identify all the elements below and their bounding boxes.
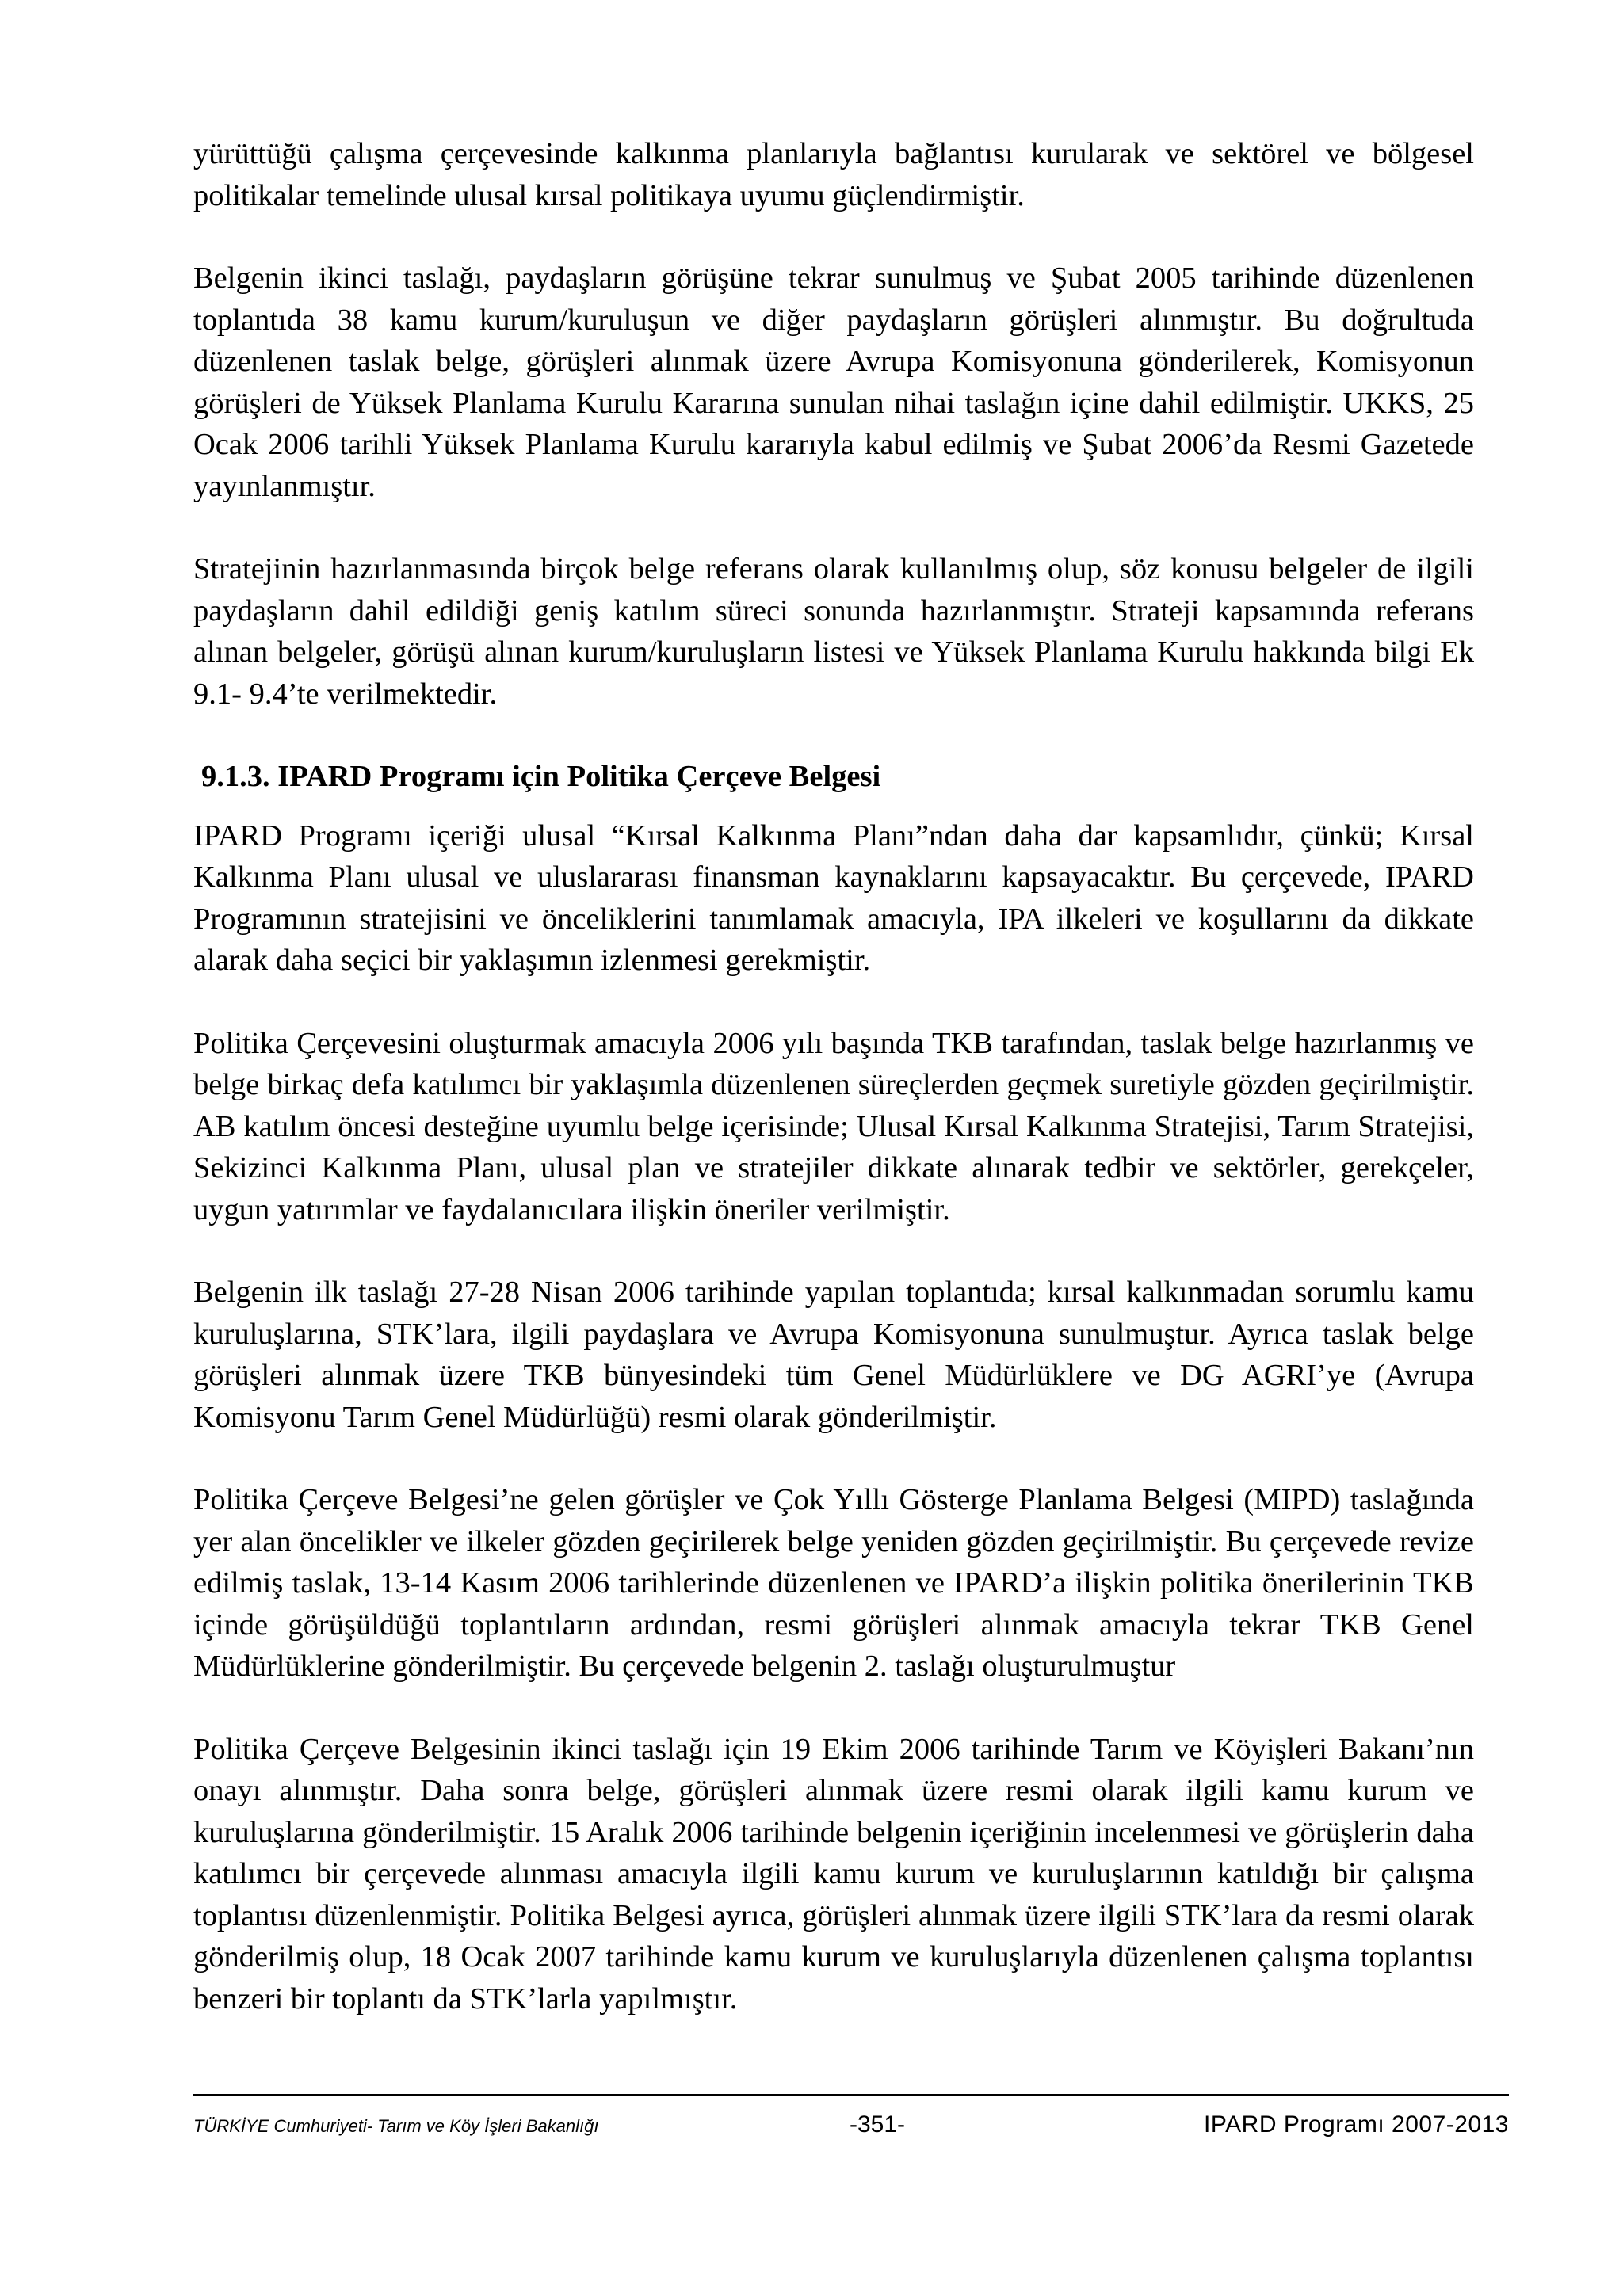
paragraph-first-draft: Belgenin ilk taslağı 27-28 Nisan 2006 tarihinde yapılan toplantıda; kırsal kalkınmadan sorumlu kamu kuruluşlarına, STK’lara, ilgili paydaşlara ve Avrupa Komisyonuna sunulmuştur. Ayrıca taslak belge görüşleri alınmak üzere TKB bünyesindeki tüm Genel Müdürlüklere ve DG AGRI’ye (Avrupa Komisyonu Tarım Genel Müdürlüğü) resmi olarak gönderilmiştir. — [193, 1276, 1474, 1434]
paragraph-revised-draft: Politika Çerçeve Belgesi’ne gelen görüşler ve Çok Yıllı Gösterge Planlama Belgesi (MIPD) taslağında yer alan öncelikler ve ilkeler gözden geçirilerek belge yeniden gözden geçirilmiştir. Bu çerçevede revize edilmiş taslak, 13-14 Kasım 2006 tarihlerinde düzenlenen ve IPARD’a ilişkin politika önerilerinin TKB içinde görüşüldüğü toplantıların ardından, resmi görüşleri alınmak amacıyla tekrar TKB Genel Müdürlüklerine gönderilmiştir. Bu çerçevede belgenin 2. taslağı oluşturulmuştur — [193, 1483, 1474, 1683]
document-body — [193, 133, 1474, 2061]
paragraph-second-draft: Belgenin ikinci taslağı, paydaşların görüşüne tekrar sunulmuş ve Şubat 2005 tarihinde düzenlenen toplantıda 38 kamu kurum/kuruluşun ve diğer paydaşların görüşleri alınmıştır. Bu doğrultuda düzenlenen taslak belge, görüşleri alınmak üzere Avrupa Komisyonuna gönderilerek, Komisyonun görüşleri de Yüksek Planlama Kurulu Kararına sunulan nihai taslağın içine dahil edilmiştir. UKKS, 25 Ocak 2006 tarihli Yüksek Planlama Kurulu kararıyla kabul edilmiş ve Şubat 2006’da Resmi Gazetede yayınlanmıştır. — [193, 261, 1474, 503]
footer-page-number: -351- — [850, 2111, 906, 2138]
paragraph-second-draft-approval: Politika Çerçeve Belgesinin ikinci taslağı için 19 Ekim 2006 tarihinde Tarım ve Köyişleri Bakanı’nın onayı alınmıştır. Daha sonra belge, görüşleri alınmak üzere resmi olarak ilgili kamu kurum ve kuruluşlarına gönderilmiştir. 15 Aralık 2006 tarihinde belgenin içeriğinin incelenmesi ve görüşlerin daha katılımcı bir çerçevede alınması amacıyla ilgili kamu kurum ve kuruluşlarının katıldığı bir çalışma toplantısı düzenlenmiştir. Politika Belgesi ayrıca, görüşleri alınmak üzere ilgili STK’lara da resmi olarak gönderilmiş olup, 18 Ocak 2007 tarihinde kamu kurum ve kuruluşlarıyla düzenlenen çalışma toplantısı benzeri bir toplantı da STK’larla yapılmıştır. — [193, 1732, 1474, 2016]
footer-ministry: TÜRKİYE Cumhuriyeti- Tarım ve Köy İşleri Bakanlığı — [193, 2116, 599, 2136]
page-footer — [193, 2111, 1509, 2143]
paragraph-continuation: yürüttüğü çalışma çerçevesinde kalkınma planlarıyla bağlantısı kurularak ve sektörel ve bölgesel politikalar temelinde ulusal kırsal politikaya uyumu güçlendirmiştir. — [193, 137, 1474, 212]
paragraph-strategy-references: Stratejinin hazırlanmasında birçok belge referans olarak kullanılmış olup, söz konusu belgeler de ilgili paydaşların dahil edildiği geniş katılım süreci sonunda hazırlanmıştır. Strateji kapsamında referans alınan belgeler, görüşü alınan kurum/kuruluşların listesi ve Yüksek Planlama Kurulu hakkında bilgi Ek 9.1- 9.4’te verilmektedir. — [193, 552, 1474, 711]
paragraph-ipard-scope: IPARD Programı içeriği ulusal “Kırsal Kalkınma Planı”ndan daha dar kapsamlıdır, çünkü; Kırsal Kalkınma Planı ulusal ve uluslararası finansman kaynaklarını kapsayacaktır. Bu çerçevede, IPARD Programının stratejisini ve önceliklerini tanımlamak amacıyla, IPA ilkeleri ve koşullarını da dikkate alarak daha seçici bir yaklaşımın izlenmesi gerekmiştir. — [193, 818, 1474, 977]
footer-divider — [193, 2094, 1509, 2096]
footer-program: IPARD Programı 2007-2013 — [1204, 2111, 1509, 2138]
paragraph-policy-framework: Politika Çerçevesini oluşturmak amacıyla 2006 yılı başında TKB tarafından, taslak belge hazırlanmış ve belge birkaç defa katılımcı bir yaklaşımla düzenlenen süreçlerden geçmek suretiyle gözden geçirilmiştir. AB katılım öncesi desteğine uyumlu belge içerisinde; Ulusal Kırsal Kalkınma Stratejisi, Tarım Stratejisi, Sekizinci Kalkınma Planı, ulusal plan ve stratejiler dikkate alınarak tedbir ve sektörler, gerekçeler, uygun yatırımlar ve faydalanıcılara ilişkin öneriler verilmiştir. — [193, 1026, 1474, 1226]
section-heading: 9.1.3. IPARD Programı için Politika Çerçeve Belgesi — [201, 760, 881, 793]
